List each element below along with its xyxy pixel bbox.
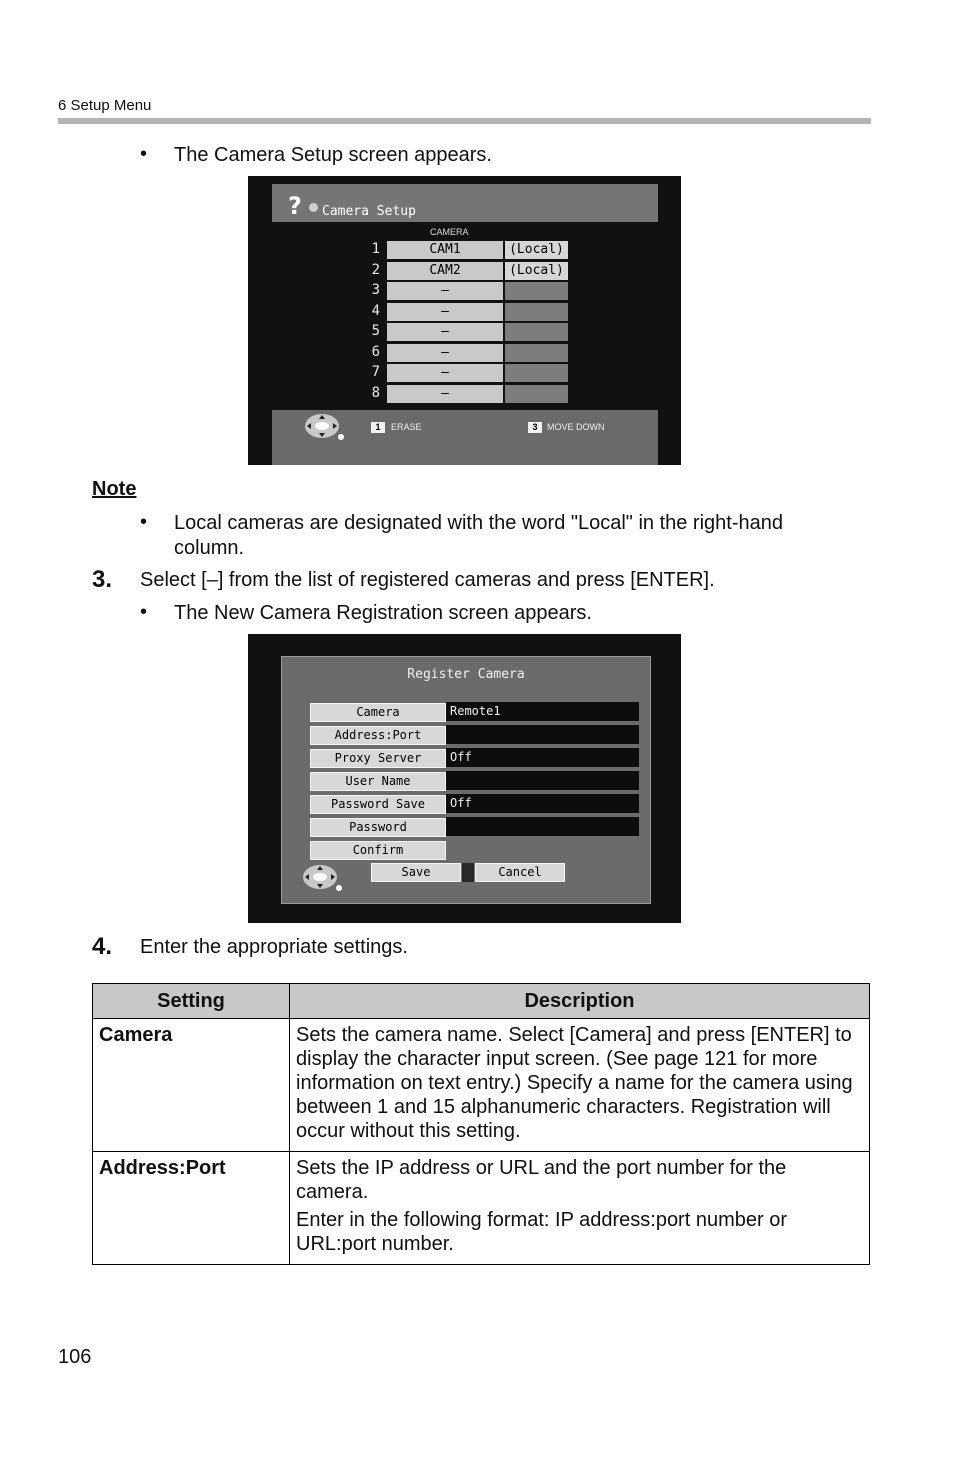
note-text-line2: column.	[174, 537, 245, 559]
save-button[interactable]: Save	[371, 863, 461, 882]
help-dot-icon	[309, 203, 318, 212]
camera-row-num: 2	[371, 262, 380, 278]
register-camera-screenshot	[248, 634, 681, 923]
field-value-address-port[interactable]	[446, 725, 639, 744]
column-header-setting: Setting	[93, 984, 290, 1019]
camera-row-side	[505, 385, 568, 403]
camera-column-header: CAMERA	[430, 227, 469, 237]
bullet-dot: •	[140, 601, 148, 623]
camera-row-name[interactable]: —	[387, 344, 503, 362]
move-down-key-badge[interactable]: 3	[528, 422, 542, 433]
step-3-text: Select [–] from the list of registered cameras and press [ENTER].	[140, 569, 715, 591]
register-camera-title: Register Camera	[407, 667, 525, 682]
table-header-row	[93, 984, 870, 1019]
field-label-address-port[interactable]: Address:Port	[310, 726, 446, 745]
field-label-password[interactable]: Password	[310, 818, 446, 837]
camera-row-num: 6	[371, 344, 380, 360]
setting-name: Address:Port	[93, 1152, 290, 1265]
setting-description	[290, 1019, 870, 1152]
camera-row-name[interactable]: CAM2	[387, 262, 503, 280]
note-text-line1: Local cameras are designated with the word "Local" in the right-hand	[174, 512, 783, 534]
description-paragraph: Sets the IP address or URL and the port number for the camera.	[296, 1157, 787, 1203]
description-paragraph: Sets the camera name. Select [Camera] and press [ENTER] to display the character input screen. (See page 121 for more information on text entry.) Specify a name for the camera using between 1 and 15 alphanumeric characters. Registration will occur without this setting.	[296, 1024, 853, 1142]
field-label-confirm[interactable]: Confirm	[310, 841, 446, 860]
camera-row-local: (Local)	[505, 241, 568, 259]
field-label-password-save[interactable]: Password Save	[310, 795, 446, 814]
camera-row-side	[505, 364, 568, 382]
setting-description	[290, 1152, 870, 1265]
header-rule	[58, 118, 871, 124]
bullet-dot: •	[140, 511, 148, 533]
description-paragraph: Enter in the following format: IP address:port number or URL:port number.	[296, 1209, 787, 1255]
step-4-text: Enter the appropriate settings.	[140, 936, 408, 958]
camera-setup-screenshot	[248, 176, 681, 465]
note-title: Note	[92, 478, 137, 500]
help-icon: ?	[288, 192, 302, 220]
page-number: 106	[58, 1346, 92, 1368]
step-4-number: 4.	[92, 933, 113, 960]
bullet-dot: •	[140, 143, 148, 165]
bullet-register-screen: The New Camera Registration screen appears.	[174, 602, 592, 624]
column-header-description: Description	[290, 984, 870, 1019]
setting-name: Camera	[93, 1019, 290, 1152]
camera-row-side	[505, 344, 568, 362]
camera-row-name[interactable]: CAM1	[387, 241, 503, 259]
settings-table	[92, 983, 870, 1265]
field-value-user-name[interactable]	[446, 771, 639, 790]
bullet-camera-setup: The Camera Setup screen appears.	[174, 144, 492, 166]
field-value-password[interactable]	[446, 817, 639, 836]
field-label-camera[interactable]: Camera	[310, 703, 446, 722]
field-value-camera[interactable]: Remote1	[446, 702, 639, 721]
step-3-number: 3.	[92, 566, 113, 593]
camera-row-num: 4	[371, 303, 380, 319]
section-header: 6 Setup Menu	[58, 97, 152, 114]
camera-row-name[interactable]: —	[387, 385, 503, 403]
erase-key-badge[interactable]: 1	[371, 422, 385, 433]
register-camera-panel	[281, 656, 651, 904]
field-label-user-name[interactable]: User Name	[310, 772, 446, 791]
camera-row-side	[505, 282, 568, 300]
camera-row-name[interactable]: —	[387, 364, 503, 382]
move-down-key-label: MOVE DOWN	[547, 422, 605, 432]
camera-row-num: 7	[371, 364, 380, 380]
cancel-button[interactable]: Cancel	[475, 863, 565, 882]
field-value-proxy-server[interactable]: Off	[446, 748, 639, 767]
camera-row-num: 8	[371, 385, 380, 401]
camera-row-num: 3	[371, 282, 380, 298]
camera-row-num: 1	[371, 241, 380, 257]
camera-row-name[interactable]: —	[387, 303, 503, 321]
camera-row-num: 5	[371, 323, 380, 339]
dpad-icon	[304, 412, 344, 440]
erase-key-label: ERASE	[391, 422, 422, 432]
camera-row-side	[505, 323, 568, 341]
table-row	[93, 1152, 870, 1265]
camera-row-side	[505, 303, 568, 321]
camera-row-local: (Local)	[505, 262, 568, 280]
table-row	[93, 1019, 870, 1152]
field-value-password-save[interactable]: Off	[446, 794, 639, 813]
camera-row-name[interactable]: —	[387, 323, 503, 341]
button-separator	[462, 863, 474, 882]
dpad-icon	[302, 863, 342, 891]
camera-setup-title: Camera Setup	[322, 204, 416, 219]
field-label-proxy-server[interactable]: Proxy Server	[310, 749, 446, 768]
camera-row-name[interactable]: —	[387, 282, 503, 300]
